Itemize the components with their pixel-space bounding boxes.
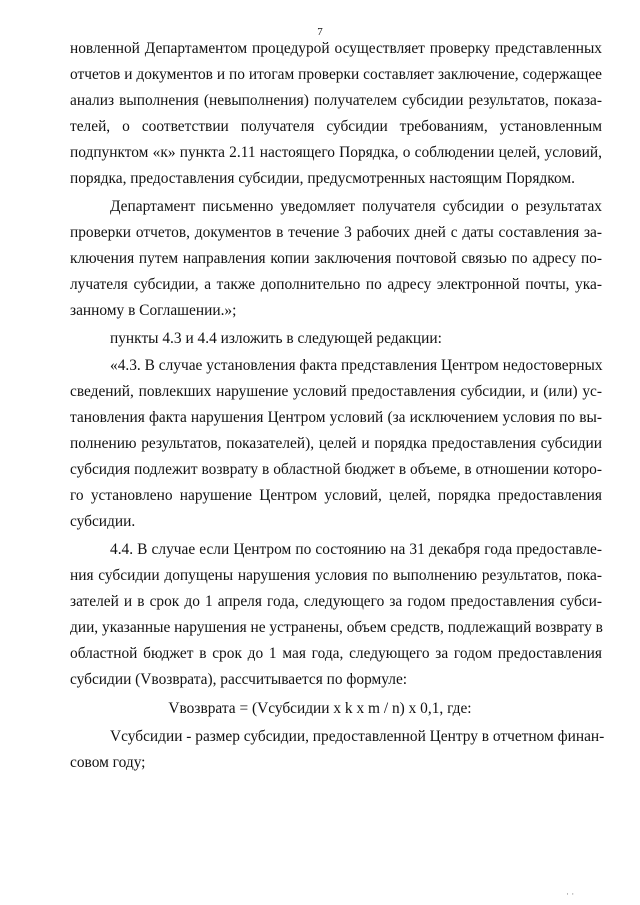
text-line: дии, указанные нарушения не устранены, объем средств, подлежащий возврату в (70, 619, 603, 636)
text-line: субсидия подлежит возврату в областной бюджет в объеме, в отношении которо- (70, 461, 602, 478)
text-line: зателей и в срок до 1 апреля года, следующего за годом предоставления субси- (70, 593, 602, 610)
text-line: ния субсидии допущены нарушения условия по выполнению результатов, пока- (70, 567, 602, 584)
paragraph-first-line: Vсубсидии - размер субсидии, предоставленной Центру в отчетном финан- (110, 728, 605, 745)
text-line: субсидии (Vвозврата), рассчитывается по формуле: (70, 671, 408, 688)
text-line: порядка, предоставления субсидии, предусмотренных настоящим Порядком. (70, 170, 575, 187)
text-line: полнению результатов, показателей), целей и порядка предоставления субсидии (70, 435, 602, 452)
text-line: анализ выполнения (невыполнения) получателем субсидии результатов, показа- (70, 92, 602, 109)
text-line: совом году; (70, 754, 146, 771)
text-line: ключения путем направления копии заключения почтовой связью по адресу по- (70, 250, 602, 267)
page-number: 7 (317, 26, 323, 38)
text-line: подпунктом «к» пункта 2.11 настоящего Порядка, о соблюдении целей, условий, (70, 144, 602, 161)
text-line: областной бюджет в срок до 1 мая года, следующего за годом предоставления (70, 645, 602, 662)
text-line: отчетов и документов и по итогам проверки составляет заключение, содержащее (70, 66, 602, 83)
text-line: тановления факта нарушения Центром условий (за исключением условия по вы- (70, 409, 602, 426)
text-line: лучателя субсидии, а также дополнительно по адресу электронной почты, ука- (70, 276, 602, 293)
text-line: проверки отчетов, документов в течение 3 рабочих дней с даты составления за- (70, 224, 602, 241)
paragraph-first-line: пункты 4.3 и 4.4 изложить в следующей редакции: (110, 330, 442, 347)
formula: Vвозврата = (Vсубсидии x k x m / n) x 0,1, где: (168, 700, 472, 717)
paragraph-first-line: «4.3. В случае установления факта представления Центром недостоверных (110, 357, 603, 374)
text-line: телей, о соответствии получателя субсидии требованиям, установленным (70, 118, 602, 135)
text-line: го установлено нарушение Центром условий, целей, порядка предоставления (70, 487, 602, 504)
text-line: новленной Департаментом процедурой осуществляет проверку представленных (70, 40, 602, 57)
text-line: занному в Соглашении.»; (70, 302, 237, 319)
paragraph-first-line: 4.4. В случае если Центром по состоянию на 31 декабря года предоставле- (110, 541, 602, 558)
paragraph-first-line: Департамент письменно уведомляет получателя субсидии о результатах (110, 198, 602, 215)
text-line: сведений, повлекших нарушение условий предоставления субсидии, и (или) ус- (70, 383, 602, 400)
text-line: субсидии. (70, 513, 136, 530)
scan-artifact: · · (566, 889, 575, 899)
